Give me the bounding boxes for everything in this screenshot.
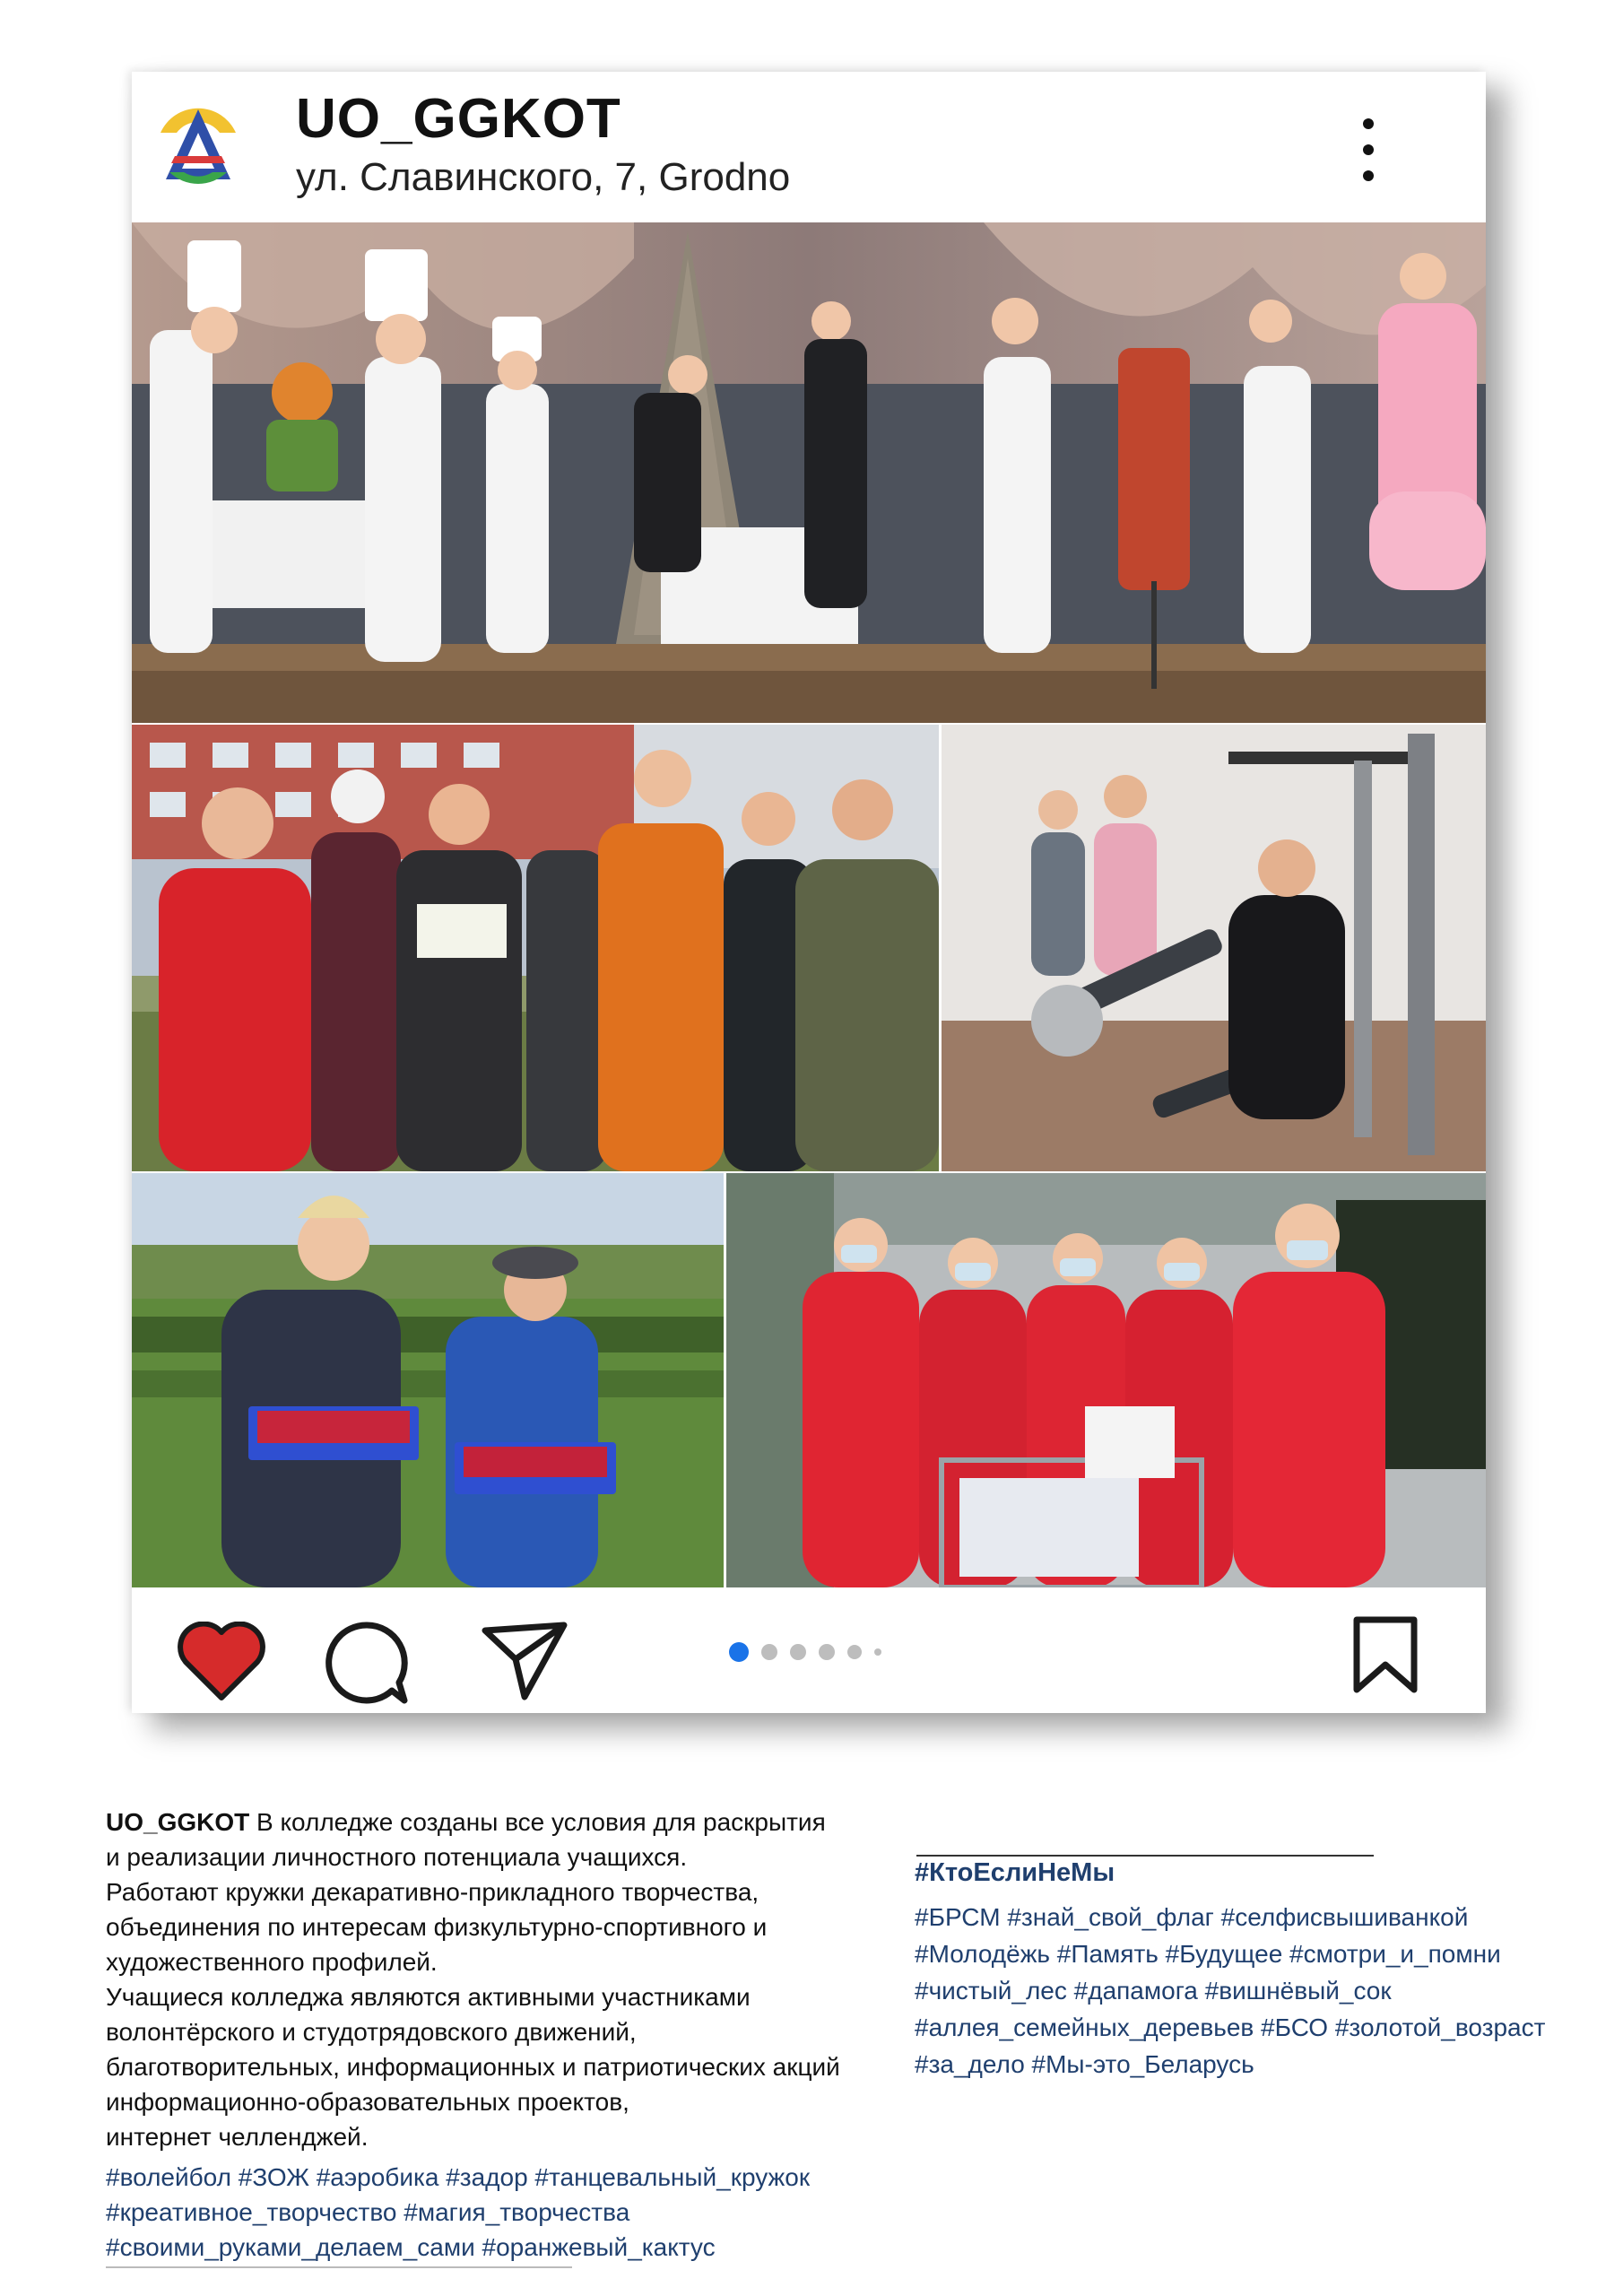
caption-line: объединения по интересам физкультурно-спортивного и bbox=[106, 1913, 768, 1941]
divider bbox=[106, 2266, 572, 2268]
caption-line: Учащиеся колледжа являются активными участниками bbox=[106, 1983, 751, 2011]
photo-group-certificate[interactable] bbox=[132, 725, 939, 1171]
hashtag-line[interactable]: #Молодёжь #Память #Будущее #смотри_и_помни bbox=[915, 1940, 1501, 1968]
carousel-dot[interactable] bbox=[790, 1644, 806, 1660]
post-actions bbox=[132, 1587, 1486, 1713]
carousel-dot[interactable] bbox=[761, 1644, 777, 1660]
avatar[interactable] bbox=[148, 97, 248, 197]
carousel-dot[interactable] bbox=[819, 1644, 835, 1660]
caption-line: интернет челленджей. bbox=[106, 2123, 369, 2151]
caption-line: и реализации личностного потенциала учащихся. bbox=[106, 1843, 688, 1871]
hashtag-line[interactable]: #волейбол #ЗОЖ #аэробика #задор #танцевальный_кружок bbox=[106, 2163, 811, 2191]
hashtag-line[interactable]: #своими_руками_делаем_сами #оранжевый_кактус bbox=[106, 2233, 716, 2261]
caption-line: волонтёрского и студотрядовского движений, bbox=[106, 2018, 637, 2046]
caption-line: благотворительных, информационных и патриотических акций bbox=[106, 2053, 840, 2081]
caption-line: информационно-образовательных проектов, bbox=[106, 2088, 629, 2116]
carousel-dot[interactable] bbox=[847, 1645, 862, 1659]
caption-line: В колледже созданы все условия для раскрытия bbox=[256, 1808, 826, 1836]
hashtag-line[interactable]: #аллея_семейных_деревьев #БСО #золотой_возраст bbox=[915, 2013, 1546, 2041]
photo-stage-performance[interactable] bbox=[132, 222, 1486, 723]
carousel-dot-active[interactable] bbox=[729, 1642, 749, 1662]
comment-bubble-icon[interactable] bbox=[322, 1618, 412, 1712]
caption-username[interactable]: UO_GGKOT bbox=[106, 1808, 250, 1836]
post-caption bbox=[106, 1805, 877, 2265]
hashtag-line[interactable]: #за_дело #Мы-это_Беларусь bbox=[915, 2050, 1254, 2078]
caption-line: художественного профилей. bbox=[106, 1948, 438, 1976]
bookmark-icon[interactable] bbox=[1350, 1614, 1421, 1700]
post-username[interactable]: UO_GGKOT bbox=[296, 88, 621, 150]
hashtag-block bbox=[915, 1840, 1578, 2083]
photo-gym[interactable] bbox=[942, 725, 1486, 1171]
carousel-dot[interactable] bbox=[874, 1648, 881, 1656]
photo-volunteers[interactable] bbox=[726, 1173, 1486, 1587]
carousel-dots[interactable] bbox=[729, 1642, 881, 1662]
caption-line: Работают кружки декаративно-прикладного творчества, bbox=[106, 1878, 759, 1906]
more-dot bbox=[1363, 118, 1374, 129]
post-card bbox=[132, 72, 1486, 1713]
hashtag-title[interactable]: #КтоЕслиНеМы bbox=[915, 1858, 1115, 1887]
post-header bbox=[132, 72, 1486, 221]
hashtag-line[interactable]: #креативное_творчество #магия_творчества bbox=[106, 2198, 630, 2226]
hashtag-line[interactable]: #БРСМ #знай_свой_флаг #селфисвышиванкой bbox=[915, 1903, 1469, 1931]
post-location[interactable]: ул. Славинского, 7, Grodno bbox=[296, 155, 791, 199]
more-vertical-icon[interactable] bbox=[1355, 118, 1382, 181]
photo-berry-harvest[interactable] bbox=[132, 1173, 724, 1587]
more-dot bbox=[1363, 170, 1374, 181]
heart-icon[interactable] bbox=[177, 1622, 266, 1707]
hashtag-line[interactable]: #чистый_лес #дапамога #вишнёвый_сок bbox=[915, 1977, 1392, 2005]
college-logo-icon bbox=[148, 97, 248, 197]
paper-plane-icon[interactable] bbox=[480, 1618, 569, 1709]
more-dot bbox=[1363, 144, 1374, 155]
